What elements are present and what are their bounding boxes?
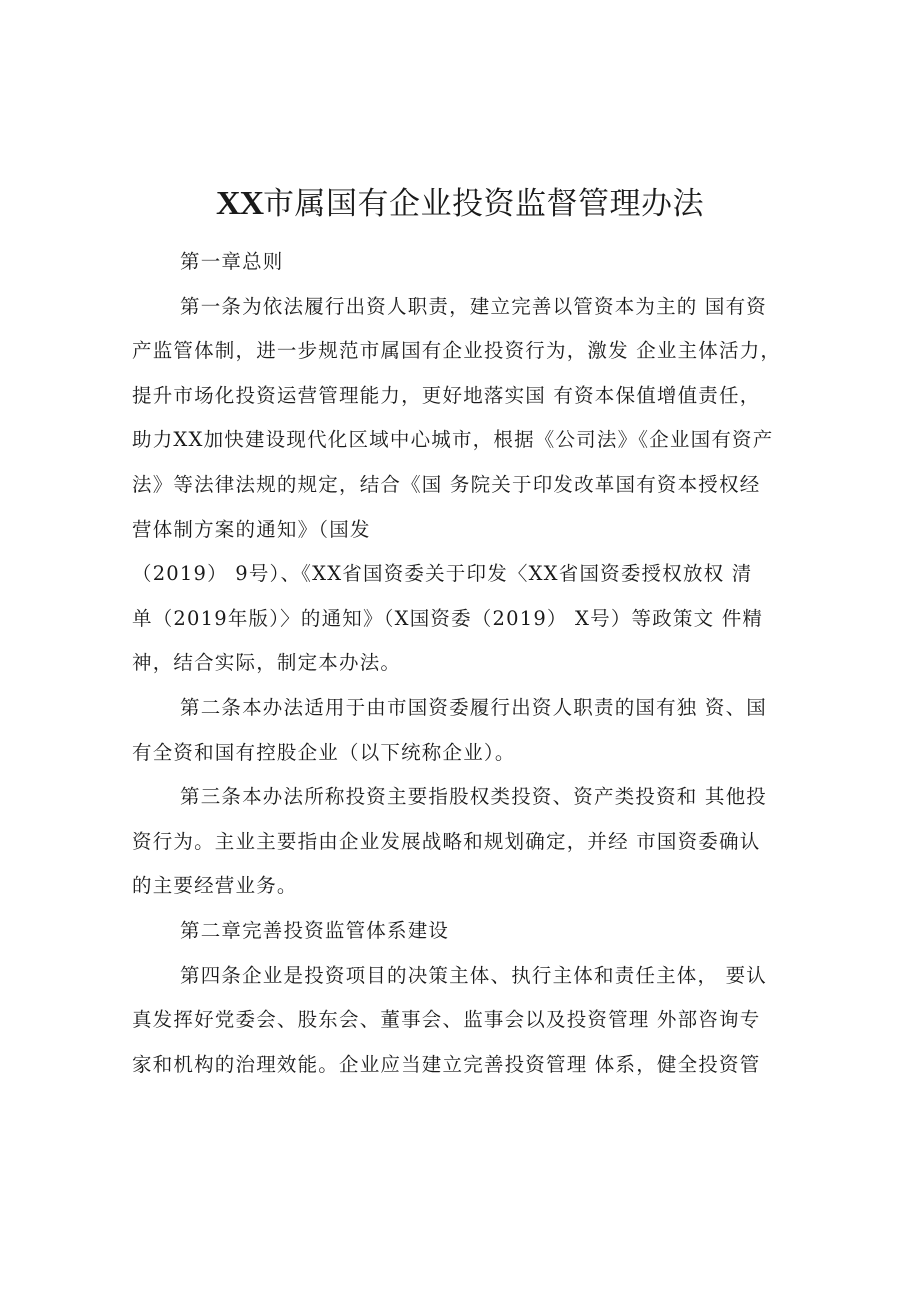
title-prefix: XX bbox=[215, 185, 264, 222]
title-text: 市属国有企业投资监督管理办法 bbox=[263, 186, 705, 222]
paragraph-line: 营体制方案的通知》（国发 bbox=[132, 517, 371, 541]
paragraph-line: 第二条本办法适用于由市国资委履行出资人职责的国有独 资、国 bbox=[180, 695, 767, 719]
chapter-heading: 第二章完善投资监管体系建设 bbox=[180, 918, 450, 942]
paragraph-line: 第四条企业是投资项目的决策主体、执行主体和责任主体， 要认 bbox=[180, 963, 767, 987]
paragraph-line: 有全资和国有控股企业（以下统称企业）。 bbox=[132, 740, 516, 764]
paragraph-line: 的主要经营业务。 bbox=[132, 874, 298, 898]
paragraph-line: 助力XX加快建设现代化区域中心城市，根据《公司法》《企业国有资产 bbox=[132, 428, 774, 452]
document-title bbox=[0, 178, 920, 223]
chapter-heading: 第一章总则 bbox=[180, 250, 284, 273]
paragraph-line: 家和机构的治理效能。企业应当建立完善投资管理 体系，健全投资管 bbox=[132, 1052, 761, 1076]
paragraph-line: 提升市场化投资运营管理能力，更好地落实国 有资本保值增值责任， bbox=[132, 383, 761, 407]
paragraph-line: 第三条本办法所称投资主要指股权类投资、资产类投资和 其他投 bbox=[180, 785, 767, 809]
paragraph-line: 第一条为依法履行出资人职责，建立完善以管资本为主的 国有资 bbox=[180, 294, 767, 318]
paragraph-line: 法》等法律法规的规定，结合《国 务院关于印发改革国有资本授权经 bbox=[132, 472, 761, 496]
paragraph-line: 资行为。主业主要指由企业发展战略和规划确定，并经 市国资委确认 bbox=[132, 829, 761, 853]
document-body bbox=[132, 240, 794, 1087]
paragraph-line: 真发挥好党委会、股东会、董事会、监事会以及投资管理 外部咨询专 bbox=[132, 1008, 761, 1032]
paragraph-line: 产监管体制，进一步规范市属国有企业投资行为，激发 企业主体活力， bbox=[132, 339, 782, 363]
paragraph-line: 单（2019年版）〉的通知》（X国资委（2019） X号）等政策文 件精 bbox=[132, 606, 764, 630]
paragraph-line: （2019） 9号）、《XX省国资委关于印发〈XX省国资委授权放权 清 bbox=[132, 562, 753, 586]
paragraph-line: 神，结合实际，制定本办法。 bbox=[132, 651, 402, 675]
